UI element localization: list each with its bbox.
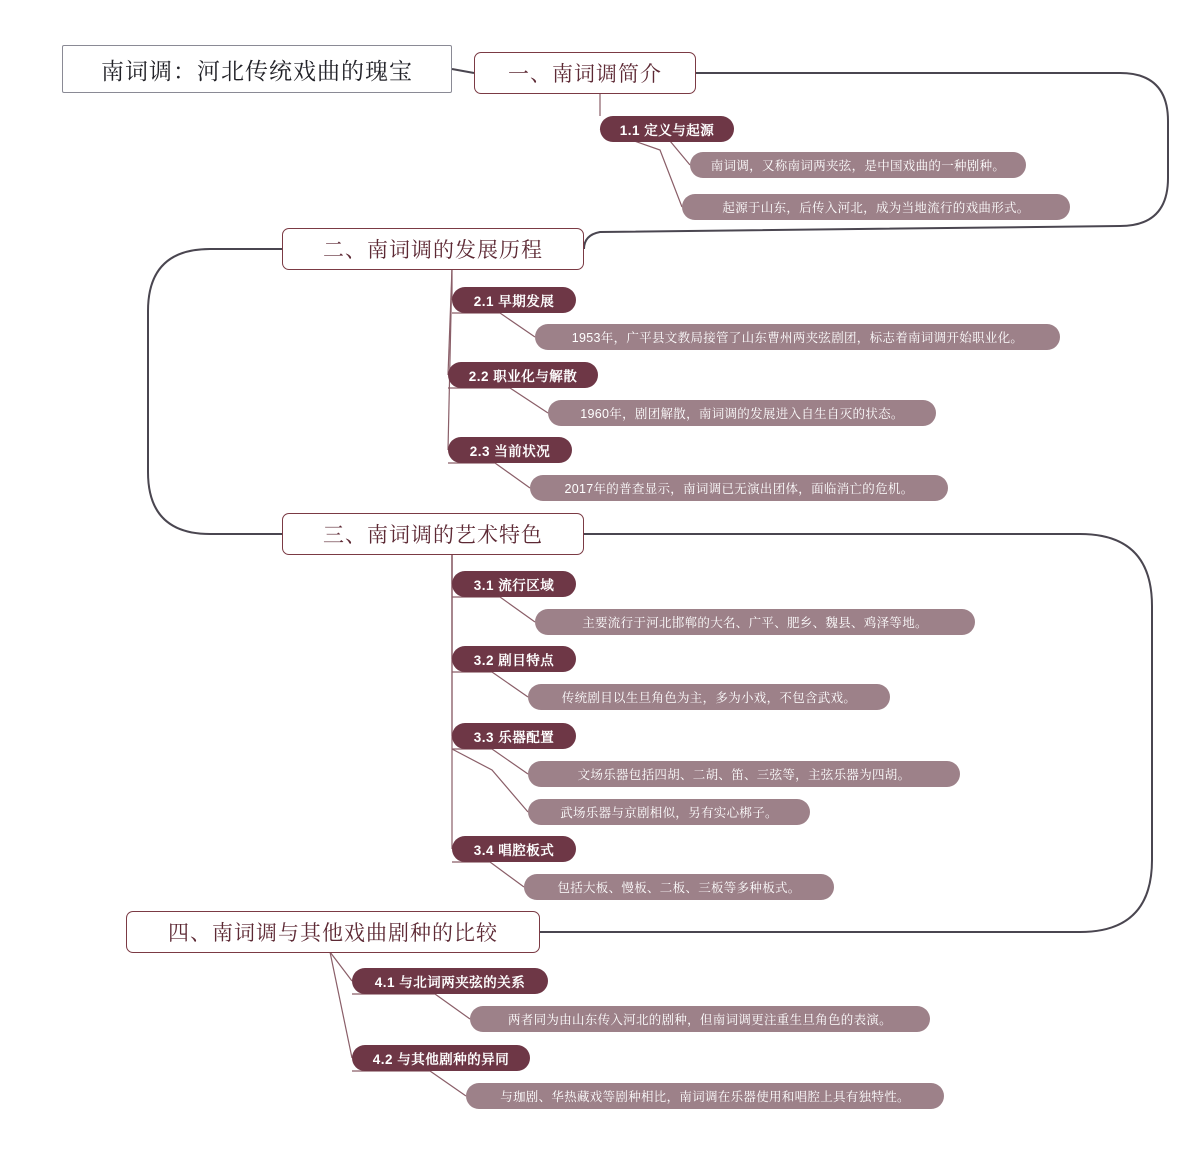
leaf-node-1-1-2[interactable] (682, 194, 1070, 220)
leaf-label-2-2-1: 1960年，剧团解散，南词调的发展进入自生自灭的状态。 (580, 407, 904, 421)
branch-node-2[interactable] (282, 228, 584, 270)
subtopic-label-4-2: 4.2 与其他剧种的异同 (372, 1052, 510, 1067)
subtopic-node-2-1[interactable] (452, 287, 576, 313)
leaf-label-2-1-1: 1953年，广平县文教局接管了山东曹州两夹弦剧团，标志着南词调开始职业化。 (571, 331, 1024, 345)
leaf-label-3-1-1: 主要流行于河北邯郸的大名、广平、肥乡、魏县、鸡泽等地。 (582, 616, 928, 630)
subtopic-node-3-3[interactable] (452, 723, 576, 749)
mindmap-root-label: 南词调：河北传统戏曲的瑰宝 (101, 58, 413, 84)
branch-node-1[interactable] (474, 52, 696, 94)
leaf-node-2-1-1[interactable] (535, 324, 1060, 350)
subtopic-label-2-2: 2.2 职业化与解散 (468, 369, 578, 384)
subtopic-node-4-2[interactable] (352, 1045, 530, 1071)
leaf-node-3-3-1[interactable] (528, 761, 960, 787)
leaf-label-1-1-1: 南词调，又称南词两夹弦，是中国戏曲的一种剧种。 (710, 159, 1006, 173)
leaf-node-3-3-2[interactable] (528, 799, 810, 825)
leaf-label-3-2-1: 传统剧目以生旦角色为主，多为小戏，不包含武戏。 (561, 691, 857, 705)
leaf-node-3-1-1[interactable] (535, 609, 975, 635)
subtopic-node-3-2[interactable] (452, 646, 576, 672)
leaf-label-4-2-1: 与珈剧、华热藏戏等剧种相比，南词调在乐器使用和唱腔上具有独特性。 (500, 1090, 910, 1104)
subtopic-label-3-4: 3.4 唱腔板式 (473, 843, 555, 858)
leaf-node-3-4-1[interactable] (524, 874, 834, 900)
leaf-node-3-2-1[interactable] (528, 684, 890, 710)
subtopic-label-3-3: 3.3 乐器配置 (473, 730, 555, 745)
branch-node-3[interactable] (282, 513, 584, 555)
subtopic-node-2-3[interactable] (448, 437, 572, 463)
branch-node-4[interactable] (126, 911, 540, 953)
subtopic-node-3-4[interactable] (452, 836, 576, 862)
branch-label-4: 四、南词调与其他戏曲剧种的比较 (168, 921, 498, 945)
leaf-label-2-3-1: 2017年的普查显示，南词调已无演出团体，面临消亡的危机。 (564, 482, 914, 496)
leaf-label-3-3-1: 文场乐器包括四胡、二胡、笛、三弦等，主弦乐器为四胡。 (577, 768, 911, 782)
subtopic-label-4-1: 4.1 与北词两夹弦的关系 (374, 975, 526, 990)
subtopic-node-4-1[interactable] (352, 968, 548, 994)
subtopic-node-3-1[interactable] (452, 571, 576, 597)
subtopic-node-2-2[interactable] (448, 362, 598, 388)
leaf-node-2-2-1[interactable] (548, 400, 936, 426)
branch-label-3: 三、南词调的艺术特色 (323, 523, 543, 547)
leaf-node-1-1-1[interactable] (690, 152, 1026, 178)
leaf-label-4-1-1: 两者同为由山东传入河北的剧种，但南词调更注重生旦角色的表演。 (507, 1013, 892, 1027)
subtopic-label-3-2: 3.2 剧目特点 (473, 653, 555, 668)
subtopic-label-3-1: 3.1 流行区域 (473, 578, 555, 593)
leaf-label-1-1-2: 起源于山东，后传入河北，成为当地流行的戏曲形式。 (722, 201, 1030, 215)
subtopic-label-1-1: 1.1 定义与起源 (619, 123, 715, 138)
branch-label-1: 一、南词调简介 (508, 62, 662, 86)
mindmap-root-node[interactable] (62, 45, 452, 93)
leaf-node-4-2-1[interactable] (466, 1083, 944, 1109)
subtopic-label-2-3: 2.3 当前状况 (469, 444, 551, 459)
leaf-node-2-3-1[interactable] (530, 475, 948, 501)
leaf-label-3-3-2: 武场乐器与京剧相似，另有实心梆子。 (560, 806, 778, 820)
branch-label-2: 二、南词调的发展历程 (323, 238, 543, 262)
subtopic-node-1-1[interactable] (600, 116, 734, 142)
leaf-label-3-4-1: 包括大板、慢板、二板、三板等多种板式。 (557, 881, 801, 895)
subtopic-label-2-1: 2.1 早期发展 (473, 294, 555, 309)
leaf-node-4-1-1[interactable] (470, 1006, 930, 1032)
